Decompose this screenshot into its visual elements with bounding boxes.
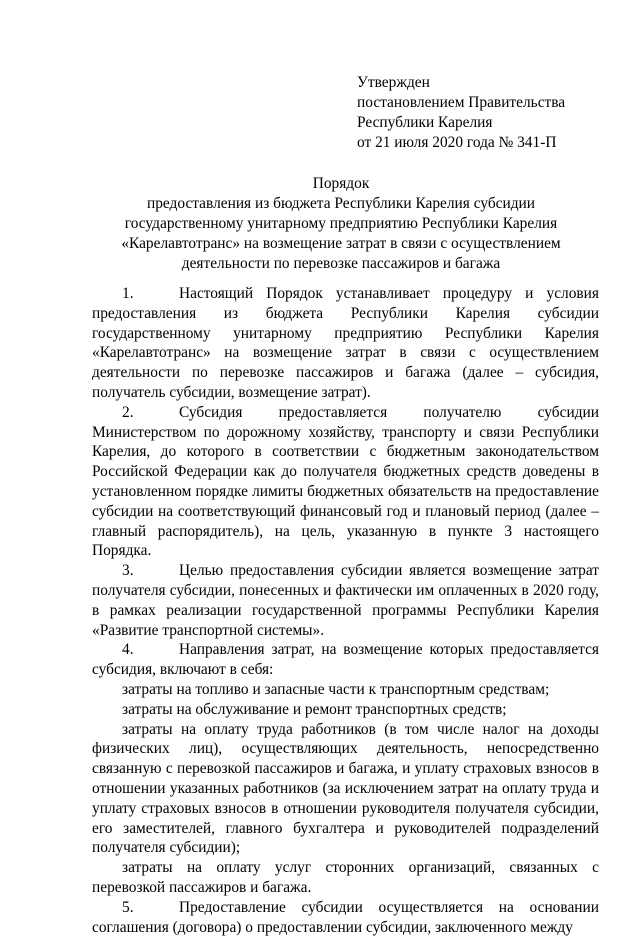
- approval-line: Утвержден: [357, 74, 430, 91]
- paragraph-number: 2.: [122, 403, 134, 421]
- paragraph: [92, 284, 599, 403]
- list-item: [92, 858, 599, 898]
- list-item-text: затраты на оплату труда работников (в том числе налог на доходы физических лиц), осуществляющих деятельность, непосредственно связанную с перевозкой пассажиров и багажа, и уплату страховых взносов в отношении указанных работников (за исключением затрат на оплату труда и уплату страховых взносов в отношении руководителя получателя субсидии, его заместителей, главного бухгалтера и руководителей подразделений получателя субсидии);: [92, 720, 599, 857]
- title-heading: Порядок: [312, 175, 370, 192]
- list-item: [92, 720, 599, 859]
- list-item-text: затраты на оплату услуг сторонних организаций, связанных с перевозкой пассажиров и багажа.: [92, 859, 599, 896]
- title-line: предоставления из бюджета Республики Карелия субсидии: [146, 195, 536, 212]
- paragraph-text: Настоящий Порядок устанавливает процедуру и условия предоставления из бюджета Республики Карелия субсидии государственному унитарному предприятию Республики Карелия «Карелавтотранс» на возмещение затрат в связи с осуществлением деятельности по перевозке пассажиров и багажа (далее – субсидия, получатель субсидии, возмещение затрат).: [92, 285, 599, 401]
- approval-block: [357, 73, 565, 153]
- list-item-text: затраты на топливо и запасные части к транспортным средствам;: [122, 680, 550, 698]
- paragraph: [92, 561, 599, 640]
- title-line: государственному унитарному предприятию Республики Карелия: [124, 215, 558, 232]
- document-body: [92, 284, 599, 937]
- paragraph-text: Субсидия предоставляется получателю субсидии Министерством по дорожному хозяйству, транспорту и связи Республики Карелия, до которого в соответствии с бюджетным законодательством Российской Федерации как до получателя бюджетных средств доведены в установленном порядке лимиты бюджетных обязательств на предоставление субсидии на соответствующий финансовый год и плановый период (далее – главный распорядитель), на цель, указанную в пункте 3 настоящего Порядка.: [92, 403, 599, 560]
- paragraph-number: 1.: [122, 285, 134, 302]
- paragraph-number: 5.: [122, 898, 134, 916]
- paragraph-text: Направления затрат, на возмещение которых предоставляется субсидия, включают в себя:: [92, 641, 599, 679]
- approval-date-line: от 21 июля 2020 года № 341-П: [357, 134, 557, 151]
- paragraph-text: Предоставление субсидии осуществляется на основании соглашения (договора) о предоставлении субсидии, заключенного между: [92, 898, 599, 936]
- paragraph: [92, 403, 599, 561]
- list-item-text: затраты на обслуживание и ремонт транспортных средств;: [122, 700, 507, 718]
- title-line: «Карелавтотранс» на возмещение затрат в связи с осуществлением: [121, 235, 561, 252]
- paragraph-number: 4.: [122, 641, 134, 659]
- paragraph: [92, 898, 599, 937]
- list-item: [92, 680, 599, 700]
- approval-line: постановлением Правительства: [357, 94, 566, 111]
- document-title: [60, 174, 622, 274]
- list-item: [92, 700, 599, 720]
- paragraph: [92, 640, 599, 680]
- paragraph-text: Целью предоставления субсидии является возмещение затрат получателя субсидии, понесенных и фактически им оплаченных в 2020 году, в рамках реализации государственной программы Республики Карелия «Развитие транспортной системы».: [92, 562, 599, 639]
- title-line: деятельности по перевозке пассажиров и багажа: [181, 255, 501, 272]
- paragraph-number: 3.: [122, 562, 134, 580]
- approval-line: Республики Карелия: [357, 114, 493, 131]
